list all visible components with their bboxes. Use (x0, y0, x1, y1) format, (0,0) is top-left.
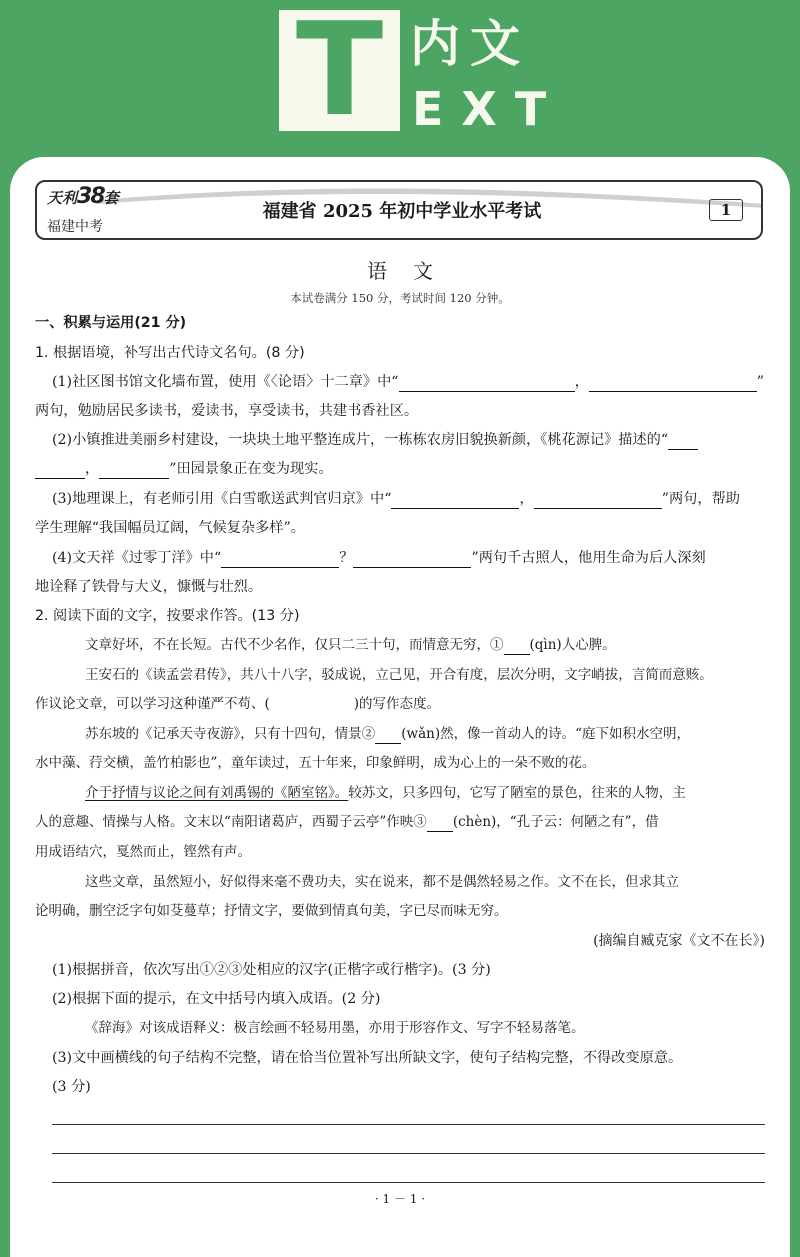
passage-line: 这些文章，虽然短小，好似得来毫不费功夫，实在说来，都不是偶然轻易之作。文不在长，但求其立 (85, 874, 679, 890)
subject-title: 语文 (367, 259, 459, 283)
sub-question-3-score: (3 分) (52, 1079, 91, 1095)
passage-line: 论明确，删空泛字句如芟蔓草；抒情文字，要做到情真句美，字已尽而味无穷。 (35, 903, 508, 919)
sub-question-2-hint: 《辞海》对该成语释义：极言绘画不轻易用墨，亦用于形容作文、写字不轻易落笔。 (85, 1020, 585, 1036)
passage-line: 水中藻、荇交横，盖竹柏影也”，童年读过，五十年来，印象鲜明，成为心上的一朵不败的花。 (35, 755, 596, 771)
passage-source: (摘编自臧克家《文不在长》) (593, 933, 765, 949)
answer-blank[interactable] (534, 492, 662, 509)
passage-line: 作议论文章，可以学习这种谨严不苟、( )的写作态度。 (35, 696, 441, 712)
answer-blank[interactable] (399, 375, 575, 392)
answer-blank[interactable] (427, 815, 453, 832)
answer-blank[interactable] (353, 551, 471, 568)
q1-item-3: (3)地理课上，有老师引用《白雪歌送武判官归京》中“ ， ”两句，帮助 (52, 491, 740, 507)
question-1-stem: 1. 根据语境，补写出古代诗文名句。(8 分) (35, 345, 305, 361)
q1-item-1-cont: 两句，勉励居民多读书，爱读书，享受读书，共建书香社区。 (35, 403, 419, 419)
brand-logo: 天利38套 (47, 184, 119, 209)
passage-line: 文章好坏，不在长短。古代不少名作，仅只二三十句，而情意无穷，① (qìn)人心脾。 (85, 637, 616, 653)
answer-blank[interactable] (504, 638, 530, 655)
answer-line[interactable] (52, 1124, 765, 1125)
answer-blank[interactable] (221, 551, 339, 568)
section-heading: 一、积累与运用(21 分) (35, 315, 187, 331)
passage-line: 介于抒情与议论之间有刘禹锡的《陋室铭》。较苏文，只多四句，它写了陋室的景色，往来的人物，主 (85, 785, 686, 801)
answer-line[interactable] (52, 1153, 765, 1154)
q1-item-2-cont: ， ”田园景象正在变为现实。 (35, 459, 780, 479)
sub-question-1: (1)根据拼音，依次写出①②③处相应的汉字(正楷字或行楷字)。(3 分) (52, 962, 491, 978)
answer-blank[interactable] (391, 492, 519, 509)
sub-question-2: (2)根据下面的提示，在文中括号内填入成语。(2 分) (52, 991, 381, 1007)
q1-item-3-cont: 学生理解“我国幅员辽阔，气候复杂多样”。 (35, 520, 305, 536)
page-box: 1 (709, 199, 743, 221)
q1-item-2: (2)小镇推进美丽乡村建设，一块块土地平整连成片，一栋栋农房旧貌换新颜，《桃花源记》描述的“ (52, 430, 797, 450)
banner-title-cn: 内文 (410, 15, 530, 73)
banner-title-en: EXT (412, 82, 565, 136)
t-letter-block (279, 0, 400, 145)
passage-line: 用成语结穴，戛然而止，铿然有声。 (35, 844, 251, 860)
answer-line[interactable] (52, 1182, 765, 1183)
exam-header (35, 180, 763, 240)
exam-paper (10, 157, 790, 1257)
exam-title: 福建省 2025 年初中学业水平考试 (262, 201, 542, 222)
passage-line: 苏东坡的《记承天寺夜游》，只有十四句，情景② (wǎn)然，像一首动人的诗。“庭下如积水空明， (85, 726, 690, 742)
question-2-stem: 2. 阅读下面的文字，按要求作答。(13 分) (35, 608, 300, 624)
region-label: 福建中考 (47, 219, 103, 235)
sub-question-3: (3)文中画横线的句子结构不完整，请在恰当位置补写出所缺文字，使句子结构完整，不得改变原意。 (52, 1050, 683, 1066)
exam-note: 本试卷满分 150 分，考试时间 120 分钟。 (290, 291, 510, 305)
banner-letter: T (295, 0, 384, 145)
answer-blank[interactable] (99, 462, 169, 479)
answer-blank[interactable] (375, 727, 401, 744)
passage-line: 人的意趣、情操与人格。文末以“南阳诸葛庐，西蜀子云亭”作映③ (chèn)，“孔子云：何陋之有”，借 (35, 814, 659, 830)
q1-item-4: (4)文天祥《过零丁洋》中“ ？ ”两句千古照人，他用生命为后人深刻 (52, 550, 706, 566)
page-number: · 1 － 1 · (374, 1192, 426, 1206)
q1-item-1: (1)社区图书馆文化墙布置，使用《〈论语〉十二章》中“ ， ” (52, 374, 765, 390)
answer-blank[interactable] (589, 375, 757, 392)
q1-item-4-cont: 地诠释了铁骨与大义，慷慨与壮烈。 (35, 579, 263, 595)
answer-blank[interactable] (668, 433, 698, 450)
passage-line: 王安石的《读孟尝君传》，共八十八字，驳成说，立己见，开合有度，层次分明，文字峭拔，言简而意赅。 (85, 667, 713, 683)
answer-blank[interactable] (35, 462, 85, 479)
underlined-sentence: 介于抒情与议论之间有刘禹锡的《陋室铭》。 (85, 785, 349, 801)
